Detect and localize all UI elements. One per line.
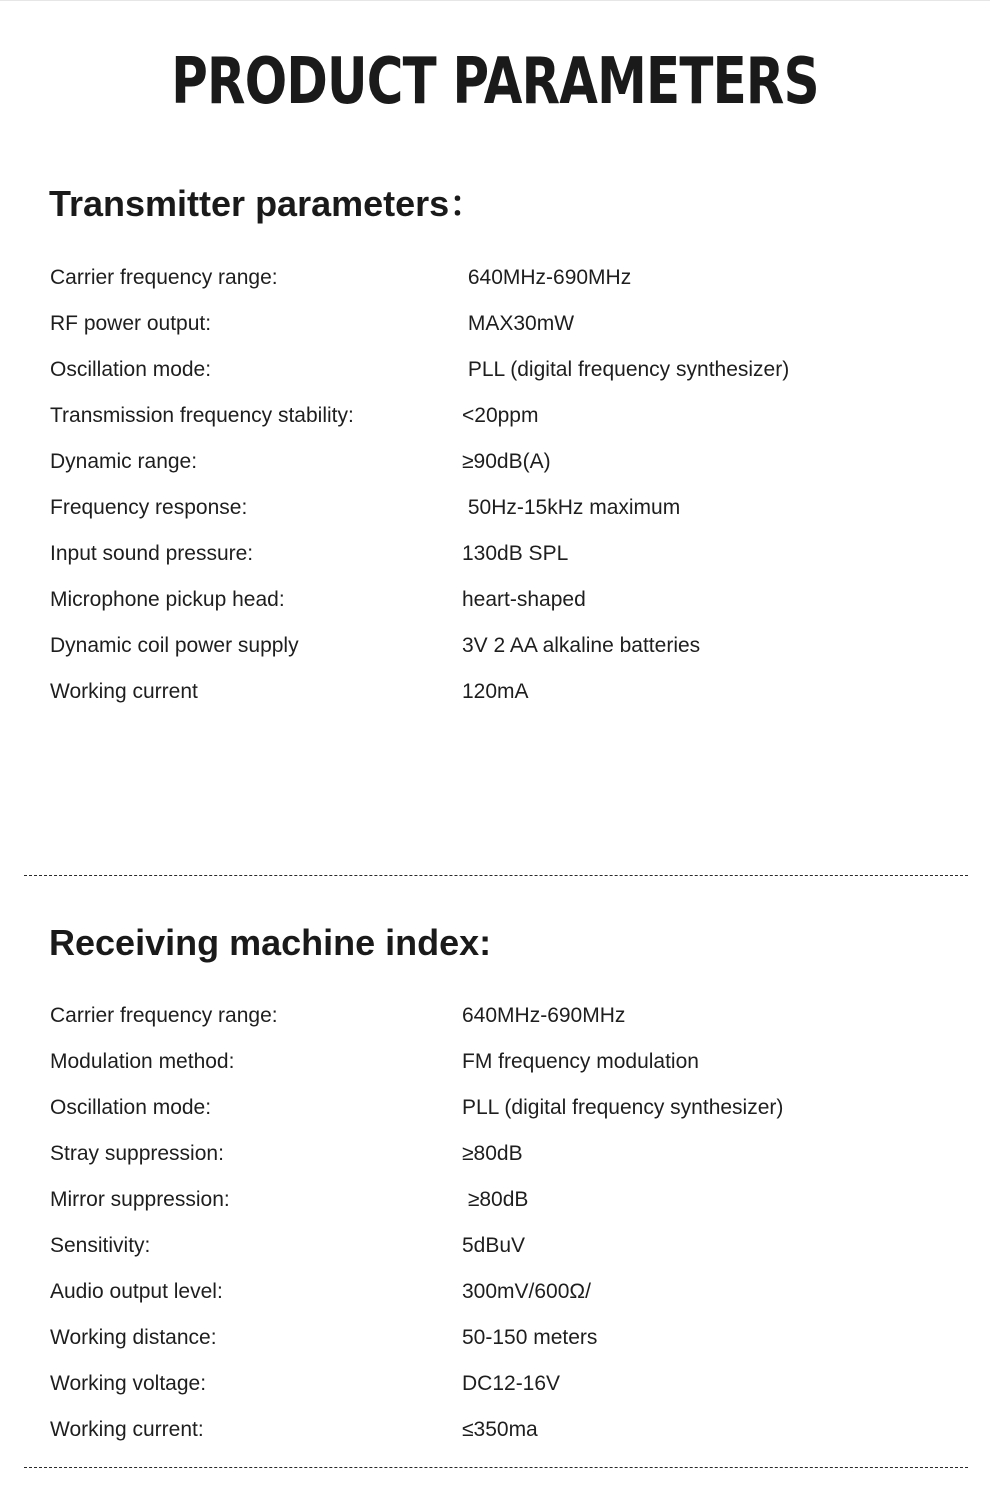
parameter-row (50, 1323, 950, 1369)
parameter-row (50, 1231, 950, 1277)
parameter-label: Frequency response: (50, 496, 248, 519)
parameter-value: 640MHz-690MHz (462, 266, 632, 289)
parameter-row (50, 447, 950, 493)
page-title: PRODUCT PARAMETERS (171, 45, 819, 119)
parameter-label: Transmission frequency stability: (50, 404, 354, 427)
parameter-label: Audio output level: (50, 1280, 223, 1303)
parameter-row (50, 401, 950, 447)
parameter-value: FM frequency modulation (462, 1050, 699, 1073)
parameter-label: Microphone pickup head: (50, 588, 285, 611)
parameter-value: DC12-16V (462, 1372, 561, 1395)
parameter-value: heart-shaped (462, 588, 586, 611)
parameter-label: Working current: (50, 1418, 204, 1441)
parameter-row (50, 1415, 950, 1461)
parameter-row (50, 263, 950, 309)
parameter-value: <20ppm (462, 404, 539, 427)
parameter-row (50, 631, 950, 677)
top-rule (0, 0, 990, 1)
parameter-label: Working voltage: (50, 1372, 207, 1395)
parameter-label: RF power output: (50, 312, 212, 335)
parameter-label: Oscillation mode: (50, 1096, 212, 1119)
parameter-row (50, 1277, 950, 1323)
parameter-label: Dynamic coil power supply (50, 634, 299, 657)
parameter-label: Working current (50, 680, 198, 703)
dashed-divider (24, 875, 968, 876)
parameter-label: Oscillation mode: (50, 358, 212, 381)
parameter-label: Modulation method: (50, 1050, 235, 1073)
parameter-value: 640MHz-690MHz (462, 1004, 626, 1027)
parameter-row (50, 1139, 950, 1185)
parameter-row (50, 1093, 950, 1139)
parameter-value: 3V 2 AA alkaline batteries (462, 634, 701, 657)
parameter-value: 120mA (462, 680, 529, 703)
parameter-row (50, 1001, 950, 1047)
parameter-label: Sensitivity: (50, 1234, 151, 1257)
parameter-row (50, 1185, 950, 1231)
parameter-value: 50-150 meters (462, 1326, 598, 1349)
parameter-row (50, 355, 950, 401)
receiver-section-title: Receiving machine index: (49, 922, 492, 963)
parameter-label: Working distance: (50, 1326, 217, 1349)
parameter-label: Carrier frequency range: (50, 1004, 278, 1027)
parameter-row (50, 1047, 950, 1093)
parameter-value: ≥80dB (462, 1188, 529, 1211)
parameter-value: 50Hz-15kHz maximum (462, 496, 681, 519)
parameter-row (50, 677, 950, 723)
parameter-label: Carrier frequency range: (50, 266, 278, 289)
parameter-row (50, 1369, 950, 1415)
parameter-label: Dynamic range: (50, 450, 198, 473)
parameter-value: PLL (digital frequency synthesizer) (462, 1096, 784, 1119)
parameter-row (50, 493, 950, 539)
parameter-value: ≥80dB (462, 1142, 523, 1165)
parameter-value: ≥90dB(A) (462, 450, 551, 473)
parameter-label: Mirror suppression: (50, 1188, 230, 1211)
parameter-row (50, 539, 950, 585)
parameter-value: 130dB SPL (462, 542, 569, 565)
parameter-label: Input sound pressure: (50, 542, 254, 565)
dashed-divider (24, 1467, 968, 1468)
parameter-value: MAX30mW (462, 312, 575, 335)
parameter-value: 5dBuV (462, 1234, 526, 1257)
transmitter-section-title: Transmitter parameters： (49, 183, 486, 224)
parameter-label: Stray suppression: (50, 1142, 224, 1165)
parameter-row (50, 309, 950, 355)
parameter-value: 300mV/600Ω/ (462, 1280, 591, 1303)
parameter-value: PLL (digital frequency synthesizer) (462, 358, 790, 381)
receiver-parameter-list (50, 1001, 950, 1461)
parameter-row (50, 585, 950, 631)
parameter-value: ≤350ma (462, 1418, 538, 1441)
transmitter-parameter-list (50, 263, 950, 723)
